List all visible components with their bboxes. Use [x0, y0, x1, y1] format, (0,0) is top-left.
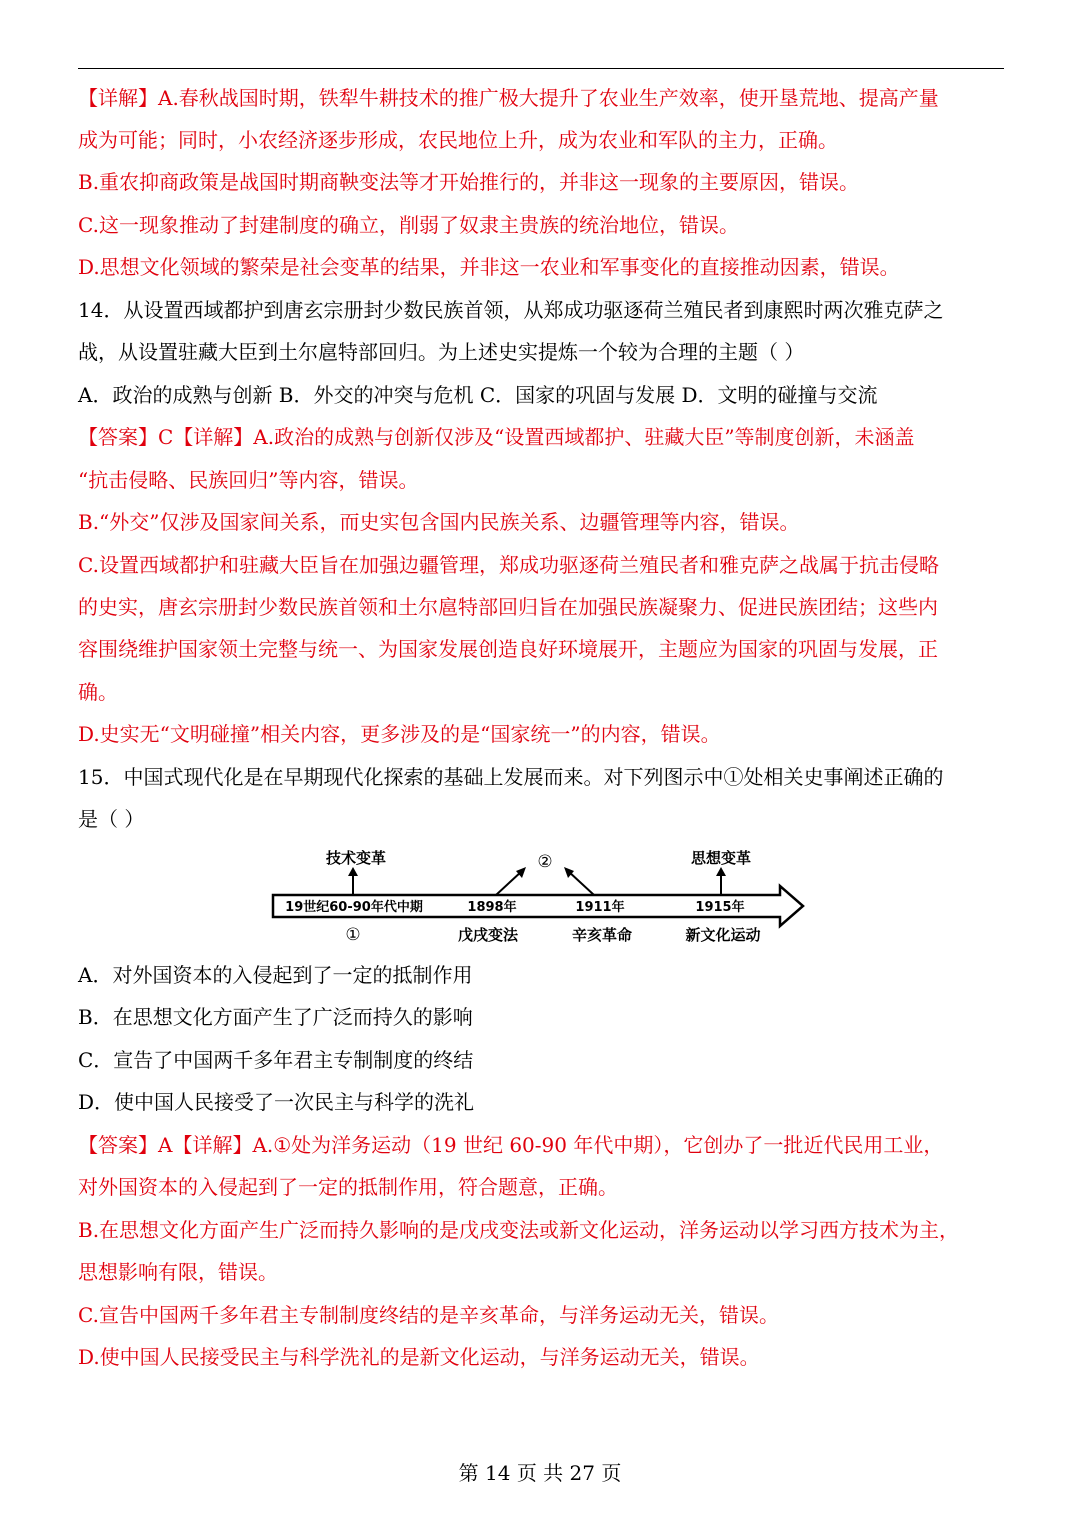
text-line: C.这一现象推动了封建制度的确立，削弱了奴隶主贵族的统治地位，错误。	[78, 213, 739, 237]
text-line: C.设置西域都护和驻藏大臣旨在加强边疆管理，郑成功驱逐荷兰殖民者和雅克萨之战属于抗击侵略	[78, 553, 939, 577]
text-line: B．在思想文化方面产生了广泛而持久的影响	[78, 1005, 473, 1029]
text-line: 思想影响有限，错误。	[78, 1260, 278, 1284]
text-line: B.在思想文化方面产生广泛而持久影响的是戊戌变法或新文化运动，洋务运动以学习西方技术为主，	[78, 1218, 960, 1242]
text-line: 【详解】A.春秋战国时期，铁犁牛耕技术的推广极大提升了农业生产效率，使开垦荒地、提高产量	[78, 86, 939, 110]
text-line: 是（ ）	[78, 807, 145, 831]
page-footer: 第 14 页 共 27 页	[458, 1461, 622, 1485]
text-line: D.思想文化领域的繁荣是社会变革的结果，并非这一农业和军事变化的直接推动因素，错误。	[78, 255, 900, 279]
event-label-xinwenhua: 新文化运动	[685, 926, 761, 944]
event-label-wuxu: 戊戌变法	[457, 926, 519, 944]
text-line: 【答案】C【详解】A.政治的成熟与创新仅涉及“设置西域都护、驻藏大臣”等制度创新，未涵盖	[78, 425, 915, 449]
text-line: 成为可能；同时，小农经济逐步形成，农民地位上升，成为农业和军队的主力，正确。	[78, 128, 838, 152]
text-line: D.史实无“文明碰撞”相关内容，更多涉及的是“国家统一”的内容，错误。	[78, 722, 721, 746]
text-line: D．使中国人民接受了一次民主与科学的洗礼	[78, 1090, 475, 1114]
timeline-diagram	[268, 843, 808, 948]
text-line: B.“外交”仅涉及国家间关系，而史实包含国内民族关系、边疆管理等内容，错误。	[78, 510, 800, 534]
text-line: 【答案】A【详解】A.①处为洋务运动（19 世纪 60-90 年代中期），它创办了一批近代民用工业，	[78, 1133, 944, 1157]
thought-change-label: 思想变革	[690, 849, 752, 867]
text-line: 14．从设置西域都护到唐玄宗册封少数民族首领，从郑成功驱逐荷兰殖民者到康熙时两次雅克萨之	[78, 298, 944, 322]
header-rule	[78, 68, 1004, 69]
text-line: C.宣告中国两千多年君主专制制度终结的是辛亥革命，与洋务运动无关，错误。	[78, 1303, 779, 1327]
text-line: 的史实，唐玄宗册封少数民族首领和土尔扈特部回归旨在加强民族凝聚力、促进民族团结；这些内	[78, 595, 938, 619]
text-line: C．宣告了中国两千多年君主专制制度的终结	[78, 1048, 474, 1072]
text-line: “抗击侵略、民族回归”等内容，错误。	[78, 468, 419, 492]
circle-1-label: ①	[345, 925, 361, 945]
circle-2-label: ②	[537, 852, 553, 872]
arrow-1898	[496, 871, 522, 895]
date-label-1911: 1911年	[575, 900, 625, 915]
timeline-svg	[268, 843, 808, 948]
text-line: A．政治的成熟与创新 B．外交的冲突与危机 C．国家的巩固与发展 D．文明的碰撞与交流	[78, 383, 878, 407]
text-line: A．对外国资本的入侵起到了一定的抵制作用	[78, 963, 473, 987]
text-line: B.重农抑商政策是战国时期商鞅变法等才开始推行的，并非这一现象的主要原因，错误。	[78, 170, 860, 194]
date-label-1898: 1898年	[467, 900, 517, 915]
text-line: D.使中国人民接受民主与科学洗礼的是新文化运动，与洋务运动无关，错误。	[78, 1345, 760, 1369]
text-line: 容围绕维护国家领土完整与统一、为国家发展创造良好环境展开，主题应为国家的巩固与发展，正	[78, 637, 938, 661]
date-label-1915: 1915年	[695, 900, 745, 915]
text-line: 15．中国式现代化是在早期现代化探索的基础上发展而来。对下列图示中①处相关史事阐述正确的	[78, 765, 944, 789]
arrow-1911	[568, 871, 594, 895]
date-label-1: 19世纪60-90年代中期	[285, 900, 423, 915]
text-line: 对外国资本的入侵起到了一定的抵制作用，符合题意，正确。	[78, 1175, 618, 1199]
event-label-xinhai: 辛亥革命	[571, 926, 633, 944]
text-line: 战，从设置驻藏大臣到土尔扈特部回归。为上述史实提炼一个较为合理的主题（ ）	[78, 340, 805, 364]
text-line: 确。	[78, 680, 118, 704]
tech-change-label: 技术变革	[325, 849, 387, 867]
